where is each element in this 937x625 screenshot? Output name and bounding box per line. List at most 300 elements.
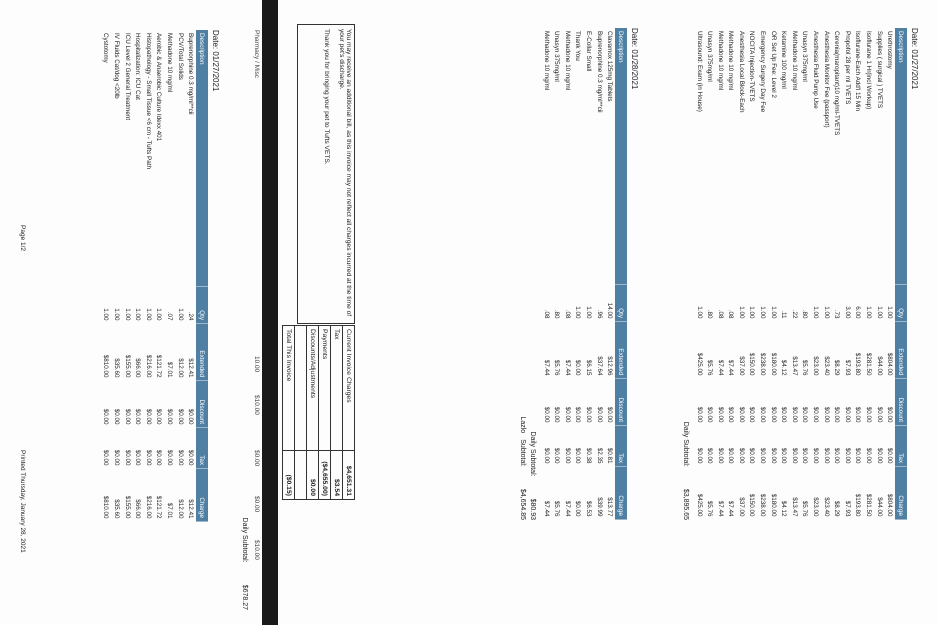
table-row [842,28,853,520]
cell-extended: $12.00 [176,358,184,378]
cell-charge: $5.76 [553,500,561,517]
summary-amount [295,451,307,500]
summary-label [295,326,307,451]
daily-subtotal-label: Daily Subtotal: [528,431,536,477]
cell-charge: $13.77 [606,497,614,517]
daily-subtotal-label: Daily Subtotal: [681,421,689,467]
cell-extended: $37.64 [595,356,603,376]
cell-description: Anesthesia Fluid Pump Use [812,31,820,109]
cell-charge: $150.00 [748,493,756,517]
cell-qty: 1.00 [769,306,777,319]
cell-qty: 1.00 [176,308,184,321]
table-row [143,30,154,522]
cell-discount: $0.00 [769,406,777,423]
cell-extended: $12.41 [187,358,195,378]
cell-qty: 1.00 [695,306,703,319]
cell-qty: 1.00 [748,306,756,319]
cell-discount: $0.00 [123,408,131,425]
cell-discount: $0.00 [102,408,110,425]
cell-tax: $0.00 [166,449,174,466]
table-row [573,28,584,520]
cell-discount: $0.00 [574,406,582,423]
cell-discount: $0.00 [780,406,788,423]
col-discount: Discount [615,379,627,426]
notice-thank-you: Thank you for bringing your pet to Tufts VETS. [323,29,330,165]
cell-qty: 1.00 [886,306,894,319]
summary-label: Total This Invoice [283,326,295,451]
cell-discount: $0.00 [886,406,894,423]
cell-description: Methadone 10 mg/ml [542,31,550,91]
cell-extended: $0.00 [574,359,582,376]
section-date: Date: 01/28/2021 [630,28,639,90]
daily-subtotal [529,28,536,520]
cell-tax: $0.00 [706,447,714,464]
table-row [821,28,832,520]
cell-extended: $8.29 [833,359,841,376]
col-extended: Extended [615,322,627,379]
table-row [132,30,143,522]
charges-table-body [541,28,615,520]
page-1-section [101,30,220,522]
table-row [694,28,705,520]
partial-row-charge: $10.00 [253,540,260,560]
table-row [562,28,573,520]
cell-charge: $238.00 [759,493,767,517]
cell-qty: 6.00 [854,306,862,319]
cell-extended: $150.00 [748,352,756,376]
cell-qty: 3.00 [843,306,851,319]
charges-table [694,28,907,520]
cell-discount: $0.00 [187,408,195,425]
cell-extended: $23.40 [822,356,830,376]
cell-discount: $0.00 [595,406,603,423]
partial-row-extended: $10.00 [253,395,260,415]
cell-discount: $0.00 [563,406,571,423]
cell-charge: $23.00 [812,497,820,517]
cell-tax: $0.00 [716,447,724,464]
cell-tax: $0.00 [563,447,571,464]
cell-tax: $0.00 [574,447,582,464]
cell-description: Isoflurane-Each Add'l 15 Min [854,31,862,111]
cell-discount: $0.00 [727,406,735,423]
cell-charge: $35.60 [113,499,121,519]
cell-qty: .08 [727,309,735,319]
cell-extended: $7.44 [716,359,724,376]
charges-table-body [694,28,895,520]
table-row [863,28,874,520]
summary-amount: $4,651.31 [343,451,355,500]
cell-charge: $5.76 [801,500,809,517]
cell-description: Ketamine 100 mg/ml [780,31,788,89]
cell-charge: $0.00 [574,500,582,517]
summary-row [319,326,331,500]
table-row [704,28,715,520]
cell-qty: 1.00 [113,308,121,321]
printed-date: Printed Thursday, January 28, 2021 [19,450,26,553]
cell-tax: $0.00 [780,447,788,464]
table-row [111,30,122,522]
cell-tax: $0.00 [812,447,820,464]
cell-qty: 1.00 [123,308,131,321]
cell-tax: $0.00 [113,449,121,466]
cell-qty: 1.00 [134,308,142,321]
cell-charge: $44.00 [875,497,883,517]
daily-subtotal-value: $3,895.65 [681,488,689,520]
cell-discount: $0.00 [790,406,798,423]
cell-discount: $0.00 [822,406,830,423]
cell-charge: $12.41 [187,499,195,519]
cell-qty: .07 [166,311,174,321]
charges-table [541,28,627,520]
table-row [853,28,864,520]
cell-discount: $0.00 [134,408,142,425]
cell-tax: $0.00 [886,447,894,464]
cell-extended: $23.00 [812,356,820,376]
daily-subtotal-label: Daily Subtotal: [241,517,248,563]
col-charge: Charge [196,469,208,522]
cell-description: Supplies ( surgical ) TVETS [875,31,883,109]
table-row [164,30,175,522]
cell-extended: $7.01 [166,361,174,378]
cell-tax: $0.00 [833,447,841,464]
cell-qty: .08 [542,309,550,319]
cell-tax: $0.00 [854,447,862,464]
cell-qty: .80 [706,309,714,319]
partial-row-qty: 10.00 [253,356,260,373]
cell-charge: $7.44 [563,500,571,517]
table-row [726,28,737,520]
invoice-summary-table [282,325,355,500]
cell-description: Anesthesia Monitor Fee (passport) [822,31,830,128]
cell-tax: $0.38 [585,447,593,464]
cell-description: Unasyn 375mg/ml [553,31,561,82]
cell-tax: $0.00 [553,447,561,464]
cell-extended: $4.12 [780,359,788,376]
col-extended: Extended [895,322,907,379]
cell-description: Unasyn 375mg/ml [801,31,809,82]
page-1-rotated-content [0,0,262,625]
cell-charge: $180.00 [769,493,777,517]
col-description: Description [615,28,627,285]
cell-tax: $0.00 [187,449,195,466]
cell-extended: $5.76 [801,359,809,376]
table-row [541,28,552,520]
cell-tax: $0.00 [176,449,184,466]
cell-discount: $0.00 [585,406,593,423]
table-row [800,28,811,520]
cell-tax: $2.35 [595,447,603,464]
cell-extended: $5.76 [553,359,561,376]
cell-extended: $810.00 [102,354,110,378]
cell-discount: $0.00 [542,406,550,423]
cell-qty: 1.00 [144,308,152,321]
summary-row [343,326,355,500]
cell-discount: $0.00 [865,406,873,423]
cell-description: Hospitalization: ICU Cat [134,33,142,100]
cell-discount: $0.00 [737,406,745,423]
table-row [789,28,800,520]
cell-tax: $0.00 [737,447,745,464]
cell-charge: $425.00 [695,493,703,517]
summary-amount: ($0.15) [283,451,295,500]
cell-discount: $0.00 [875,406,883,423]
table-row [594,28,605,520]
cell-charge: $193.80 [854,493,862,517]
col-tax: Tax [615,426,627,467]
cell-description: Isoflurane 1 Hr(incl Workup) [865,31,873,110]
cell-description: OR Set Up Fee: Level 2 [769,31,777,98]
notice-additional-bill: You may receive an additional bill, as this invoice may not reflect all charges incurred at the time of your pet's discharge. [338,29,352,317]
partial-row-tax: $0.00 [253,496,260,513]
cell-extended: $155.00 [123,354,131,378]
cell-tax: $0.00 [123,449,131,466]
table-row [583,28,594,520]
cell-description: NOCITA Injection-TVETS [748,31,756,102]
patient-subtotal [519,28,526,520]
cell-description: Cerenia(maropitant)10 mg/ml-TVETS [833,31,841,136]
cell-tax: $0.00 [727,447,735,464]
cell-tax: $0.00 [748,447,756,464]
cell-extended: $7.93 [843,359,851,376]
col-qty: Qty [615,285,627,322]
cell-charge: $7.01 [166,502,174,519]
cell-extended: $216.00 [144,354,152,378]
daily-subtotal [682,28,689,520]
cell-charge: $7.93 [843,500,851,517]
table-row [884,28,895,520]
table-header-row [895,28,907,520]
summary-row [307,326,319,500]
cell-description: Methadone 10 mg/ml [563,31,571,91]
cell-tax: $0.81 [606,447,614,464]
summary-label: Tax [331,326,343,451]
cell-qty: 1.00 [865,306,873,319]
cell-description: Methadone 10 mg/ml [790,31,798,91]
col-charge: Charge [895,467,907,520]
cell-extended: $35.60 [113,358,121,378]
cell-qty: .80 [801,309,809,319]
cell-qty: 1.00 [574,306,582,319]
cell-extended: $37.00 [737,356,745,376]
summary-row [283,326,295,500]
cell-charge: $804.00 [886,493,894,517]
cell-description: IV Fluids Cat/dog <20lb [113,33,121,99]
cell-discount: $0.00 [155,408,163,425]
table-row [747,28,758,520]
cell-charge: $13.47 [790,497,798,517]
cell-qty: 1.00 [812,306,820,319]
cell-extended: $180.00 [769,352,777,376]
cell-description: Histopathology - Small Tissue <6 cm - Tufts Path [144,33,152,169]
cell-charge: $39.99 [595,497,603,517]
summary-label: Current Invoice Charges [343,326,355,451]
cell-charge: $7.44 [727,500,735,517]
invoice-summary-body [283,326,355,500]
cell-discount: $0.00 [843,406,851,423]
cell-tax: $0.00 [144,449,152,466]
cell-extended: $7.44 [563,359,571,376]
cell-discount: $0.00 [553,406,561,423]
cell-description: Urethrostomy [886,31,894,69]
table-row [604,28,615,520]
cell-description: Methadone 10 mg/ml [166,33,174,93]
col-description: Description [196,30,208,287]
table-row [101,30,112,522]
page-2-rotated-content [278,0,937,625]
summary-amount: $3.54 [331,451,343,500]
cell-extended: $66.00 [134,358,142,378]
cell-description: Buprenorphine 0.3 mg/ml**cii [595,31,603,113]
table-row [778,28,789,520]
cell-extended: $5.76 [706,359,714,376]
cell-discount: $0.00 [166,408,174,425]
cell-tax: $0.00 [790,447,798,464]
partial-row-label: Pharmacy / Misc [253,30,260,79]
cell-charge: $810.00 [102,495,110,519]
table-header-row [196,30,208,522]
cell-charge: $4.12 [780,500,788,517]
section-date: Date: 01/27/2021 [211,30,220,92]
cell-discount: $0.00 [706,406,714,423]
table-row [154,30,165,522]
cell-qty: .08 [563,309,571,319]
cell-qty: 1.00 [585,306,593,319]
cell-qty: .96 [595,309,603,319]
daily-subtotal-value: $678.27 [241,584,248,610]
cell-tax: $0.00 [134,449,142,466]
col-qty: Qty [196,287,208,324]
cell-qty: .08 [716,309,724,319]
cell-extended: $425.00 [695,352,703,376]
cell-description: PCV/Total Solids [176,33,184,80]
cell-discount: $0.00 [812,406,820,423]
cell-qty: 1.00 [155,308,163,321]
cell-tax: $0.00 [155,449,163,466]
patient-subtotal-label: Subtotal: [518,439,526,467]
col-discount: Discount [895,379,907,426]
cell-charge: $7.44 [716,500,724,517]
cell-description: Methadone 10 mg/ml [716,31,724,91]
cell-qty: 1.00 [822,306,830,319]
cell-extended: $281.50 [865,352,873,376]
invoice-page-1 [0,0,262,625]
col-tax: Tax [196,428,208,469]
cell-tax: $0.00 [843,447,851,464]
table-row [768,28,779,520]
col-description: Description [895,28,907,285]
page-2-section-2 [519,28,639,520]
page-number: Page 1/2 [19,225,26,252]
cell-charge: $12.00 [176,499,184,519]
col-tax: Tax [895,426,907,467]
cell-description: Methadone 10 mg/ml [727,31,735,91]
cell-description: Thank You [574,31,582,61]
cell-qty: .24 [187,311,195,321]
cell-qty: 14.00 [606,302,614,319]
cell-charge: $66.00 [134,499,142,519]
partial-row-discount: $0.00 [253,450,260,467]
daily-subtotal-value: $80.93 [528,498,536,520]
table-row [715,28,726,520]
cell-discount: $0.00 [759,406,767,423]
cell-extended: $13.47 [790,356,798,376]
cell-charge: $37.00 [737,497,745,517]
table-row [831,28,842,520]
partial-row-top [253,30,260,610]
col-discount: Discount [196,381,208,428]
cell-tax: $0.00 [801,447,809,464]
section-date: Date: 01/27/2021 [910,28,919,90]
charges-table-body [101,30,196,522]
cell-discount: $0.00 [113,408,121,425]
cell-discount: $0.00 [144,408,152,425]
cell-qty: .73 [833,309,841,319]
cell-extended: $121.72 [155,354,163,378]
cell-description: Propofol 28 per ml TVETS [843,31,851,105]
table-row [810,28,821,520]
table-row [122,30,133,522]
page-1-subtotal-above [241,30,248,610]
cell-tax: $0.00 [822,447,830,464]
cell-qty: 1.00 [737,306,745,319]
cell-description: Clavamox 125mg Tablets [606,31,614,102]
table-row [757,28,768,520]
cell-discount: $0.00 [695,406,703,423]
cell-qty: .22 [790,309,798,319]
cell-charge: $281.50 [865,493,873,517]
table-header-row [615,28,627,520]
cell-charge: $23.40 [822,497,830,517]
cell-tax: $0.00 [759,447,767,464]
cell-extended: $193.80 [854,352,862,376]
patient-name: Lazlo [518,416,526,434]
cell-qty: 1.00 [875,306,883,319]
page-2-section-1 [682,28,919,520]
invoice-notice [297,24,355,324]
charges-table [101,30,208,522]
col-extended: Extended [196,324,208,381]
table-row [874,28,885,520]
cell-discount: $0.00 [801,406,809,423]
cell-discount: $0.00 [176,408,184,425]
summary-label: Discounts/Adjustments [307,326,319,451]
cell-qty: 1.00 [102,308,110,321]
summary-row [295,326,307,500]
table-row [551,28,562,520]
invoice-page-2 [278,0,937,625]
summary-amount: $0.00 [307,451,319,500]
cell-tax: $0.00 [102,449,110,466]
cell-tax: $0.00 [542,447,550,464]
cell-tax: $0.00 [865,447,873,464]
cell-description: Anesthesia Local Block-Each [737,31,745,113]
col-charge: Charge [615,467,627,520]
cell-tax: $0.00 [875,447,883,464]
cell-description: Emergency Surgery Day Fee [759,31,767,113]
cell-description: Ultrasound: Exam (in House) [695,31,703,112]
cell-qty: 1.00 [759,306,767,319]
cell-extended: $44.00 [875,356,883,376]
summary-amount: ($4,655.00) [319,451,331,500]
cell-description: Unasyn 375mg/ml [706,31,714,82]
col-qty: Qty [895,285,907,322]
cell-extended: $12.96 [606,356,614,376]
cell-charge: $6.53 [585,500,593,517]
cell-extended: $7.44 [542,359,550,376]
summary-row [331,326,343,500]
cell-charge: $7.44 [542,500,550,517]
cell-description: Buprenorphine 0.3 mg/ml**cii [187,33,195,115]
